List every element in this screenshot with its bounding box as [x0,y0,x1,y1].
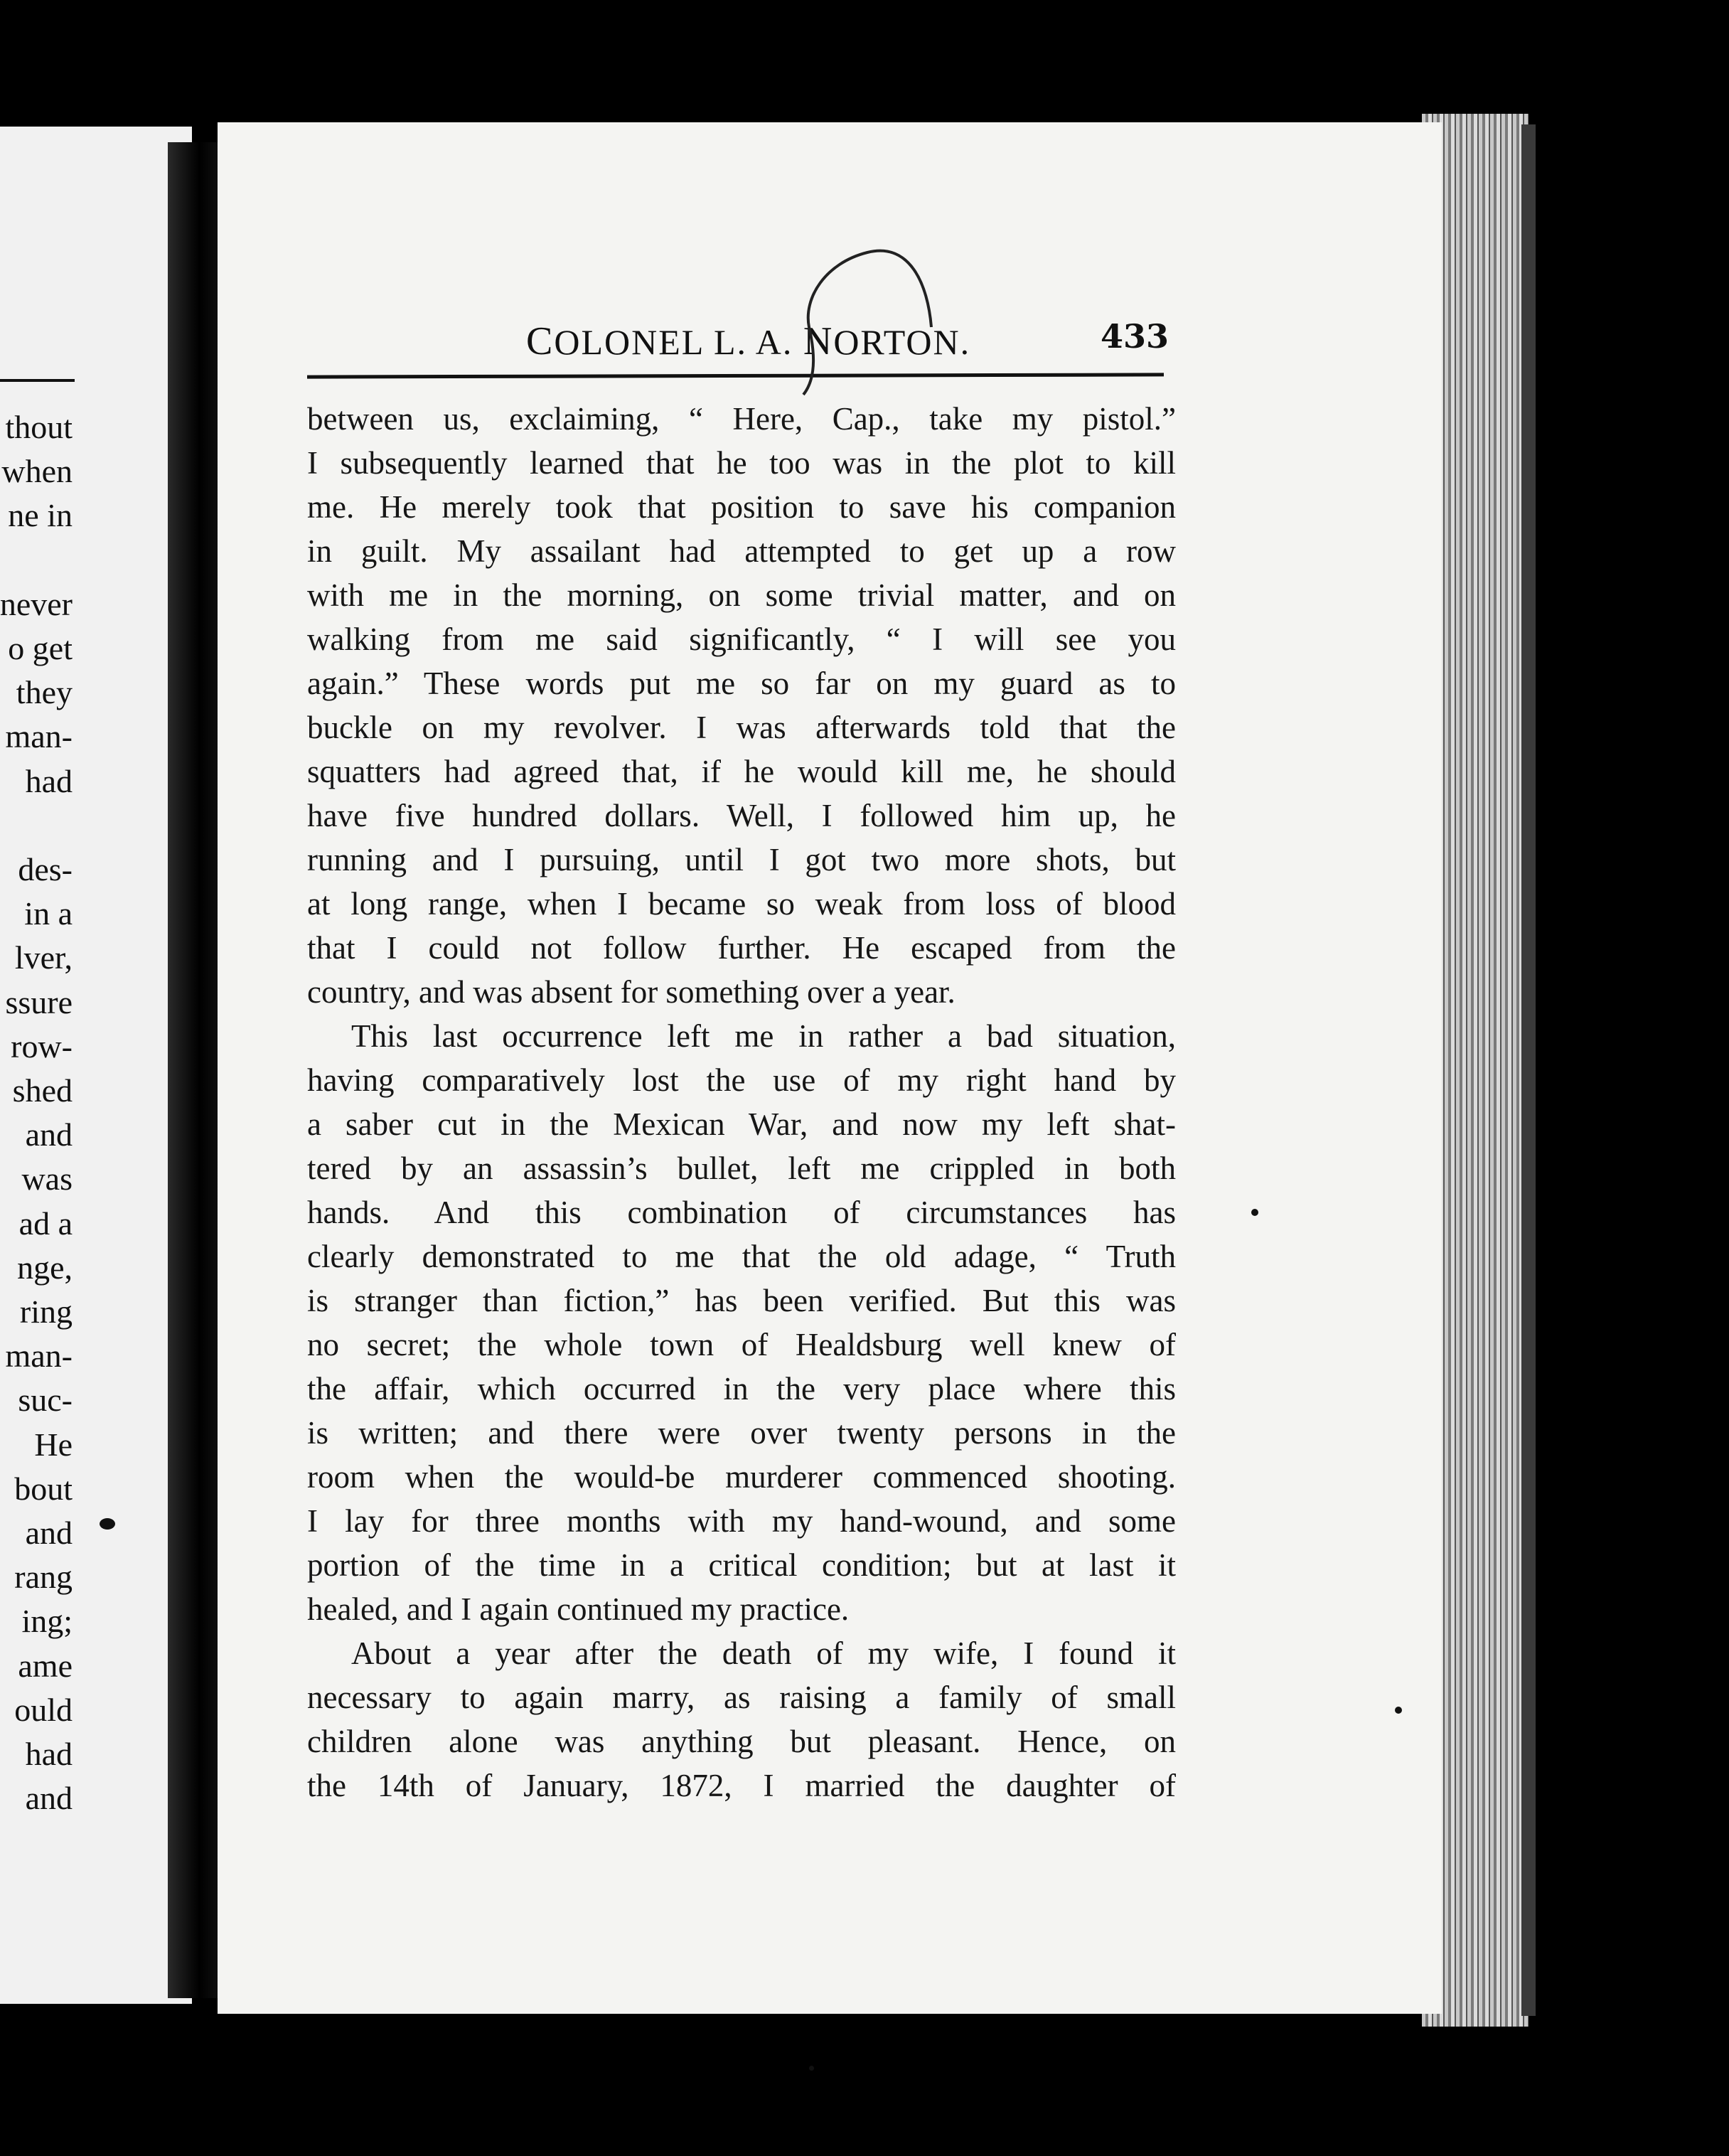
text-line: clearly demonstrated to me that the old adage, “ Truth [307,1239,1176,1274]
text-line: I subsequently learned that he too was in the plot to kill [307,445,1176,481]
facing-page-line: ame [18,1647,73,1684]
facing-page-line: ad a [18,1205,73,1242]
running-head-initial-n: N [803,319,834,363]
text-line: country, and was absent for something over a year. [307,974,956,1010]
facing-page-line: He [34,1426,73,1463]
text-line: a saber cut in the Mexican War, and now my left shat- [307,1106,1176,1142]
text-line: tered by an assassin’s bullet, left me crippled in both [307,1151,1176,1186]
facing-page-line: and [25,1780,73,1817]
page-edges-shadow [1521,124,1536,2016]
facing-page-line: never [0,585,73,622]
text-line: About a year after the death of my wife, I found it [351,1635,1176,1671]
facing-page-line: bout [14,1470,73,1507]
facing-page-line: shed [12,1072,73,1109]
facing-page-line: rang [14,1559,73,1596]
speck [809,2066,814,2071]
facing-page [0,127,192,2004]
body-text [307,397,1176,1808]
page-number: 433 [1101,317,1169,356]
facing-page-line: man- [5,1338,73,1375]
pencil-mark-icon [775,185,960,398]
facing-page-line: man- [5,718,73,755]
facing-page-line: row- [11,1028,73,1064]
text-line: hands. And this combination of circumstances has [307,1195,1176,1230]
running-head-initial: C [526,319,555,363]
text-line: the 14th of January, 1872, I married the daughter of [307,1768,1176,1803]
text-line: is stranger than fiction,” has been verified. But this was [307,1283,1176,1318]
text-line: portion of the time in a critical condition; but at last it [307,1547,1176,1583]
facing-page-line: when [1,453,73,490]
running-head-title: OLONEL L. A. [554,322,803,362]
facing-page-line: thout [5,409,73,445]
text-line: This last occurrence left me in rather a bad situation, [351,1018,1176,1054]
facing-page-line: o get [8,630,73,666]
facing-page-line: ring [19,1293,73,1330]
text-line: squatters had agreed that, if he would kill me, he should [307,754,1176,789]
text-line: walking from me said significantly, “ I will see you [307,621,1176,657]
facing-page-line: des- [18,851,73,887]
text-line: me. He merely took that position to save his companion [307,489,1176,525]
text-line: having comparatively lost the use of my right hand by [307,1062,1176,1098]
text-line: at long range, when I became so weak from loss of blood [307,886,1176,922]
text-line: between us, exclaiming, “ Here, Cap., take my pistol.” [307,401,1176,437]
text-line: again.” These words put me so far on my guard as to [307,666,1176,701]
text-line: healed, and I again continued my practice. [307,1591,850,1627]
facing-page-line: ssure [5,983,73,1020]
text-line: no secret; the whole town of Healdsburg well knew of [307,1327,1176,1362]
text-line: I lay for three months with my hand-wound, and some [307,1503,1176,1539]
facing-page-line: lver, [14,939,73,976]
running-head-title-rest: ORTON. [833,322,971,362]
text-line: necessary to again marry, as raising a family of small [307,1680,1176,1715]
text-line: the affair, which occurred in the very place where this [307,1371,1176,1407]
facing-page-rule [0,379,75,382]
facing-page-line: ing; [21,1603,73,1640]
facing-page-line: they [16,674,73,711]
facing-page-line: had [25,1736,73,1772]
facing-page-line: suc- [18,1382,73,1419]
text-line: with me in the morning, on some trivial matter, and on [307,577,1176,613]
facing-page-line: had [25,762,73,799]
text-line: running and I pursuing, until I got two more shots, but [307,842,1176,877]
text-line: room when the would-be murderer commenced shooting. [307,1459,1176,1495]
speck [1251,1209,1258,1216]
text-line: children alone was anything but pleasant. Hence, on [307,1724,1176,1759]
text-line: that I could not follow further. He escaped from the [307,930,1176,966]
speck [100,1518,115,1530]
book-gutter [168,142,220,1998]
speck [1395,1707,1402,1714]
facing-page-line: and [25,1515,73,1551]
text-line: have five hundred dollars. Well, I followed him up, he [307,798,1176,833]
facing-page-line: was [21,1160,73,1197]
facing-page-line: and [25,1116,73,1153]
facing-page-line: in a [24,895,73,932]
text-line: is written; and there were over twenty persons in the [307,1415,1176,1451]
text-line: in guilt. My assailant had attempted to get up a row [307,533,1176,569]
text-line: buckle on my revolver. I was afterwards told that the [307,710,1176,745]
facing-page-line: nge, [17,1249,73,1286]
facing-page-line: ould [14,1691,73,1728]
facing-page-line: ne in [8,497,73,534]
